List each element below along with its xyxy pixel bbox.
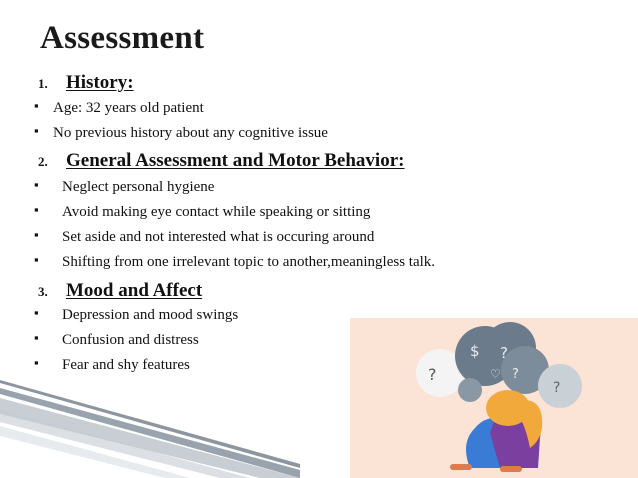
slide-title: Assessment	[40, 20, 205, 56]
bullet-icon: ▪	[34, 252, 39, 267]
section-1-number: 1.	[38, 76, 48, 91]
section-3-title: Mood and Affect	[66, 280, 203, 301]
list-item: ▪ Shifting from one irrelevant topic to another,meaningless talk.	[34, 252, 436, 270]
svg-text:?: ?	[512, 367, 519, 382]
section-2-title: General Assessment and Motor Behavior:	[66, 150, 405, 171]
bullet-icon: ▪	[34, 227, 39, 242]
bullet-icon: ▪	[34, 305, 39, 320]
list-item: ▪ Confusion and distress	[34, 330, 199, 348]
svg-text:?: ?	[500, 344, 508, 362]
bullet-icon: ▪	[34, 123, 39, 138]
section-2-number: 2.	[38, 154, 48, 169]
bullet-icon: ▪	[34, 177, 39, 192]
bullet-icon: ▪	[34, 330, 39, 345]
sad-person-illustration	[350, 318, 638, 478]
list-item: ▪ Depression and mood swings	[34, 305, 239, 323]
list-item: ▪ No previous history about any cognitive issue	[34, 123, 328, 141]
svg-text:♡: ♡	[490, 367, 501, 381]
list-item: ▪ Age: 32 years old patient	[34, 98, 204, 116]
section-1-title: History:	[66, 72, 134, 93]
bullet-icon: ▪	[34, 202, 39, 217]
bullet-icon: ▪	[34, 98, 39, 113]
section-3-heading	[38, 280, 202, 302]
section-3-number: 3.	[38, 284, 48, 299]
decorative-stripes	[0, 380, 300, 478]
list-item: ▪ Avoid making eye contact while speaking or sitting	[34, 202, 371, 220]
svg-text:?: ?	[428, 365, 437, 384]
list-item: ▪ Neglect personal hygiene	[34, 177, 215, 195]
svg-text:?: ?	[553, 380, 561, 396]
svg-text:$: $	[470, 342, 480, 360]
bullet-icon: ▪	[34, 355, 39, 370]
list-item: ▪ Fear and shy features	[34, 355, 190, 373]
section-1-heading	[38, 72, 134, 94]
section-2-heading	[38, 150, 404, 172]
list-item: ▪ Set aside and not interested what is occuring around	[34, 227, 375, 245]
